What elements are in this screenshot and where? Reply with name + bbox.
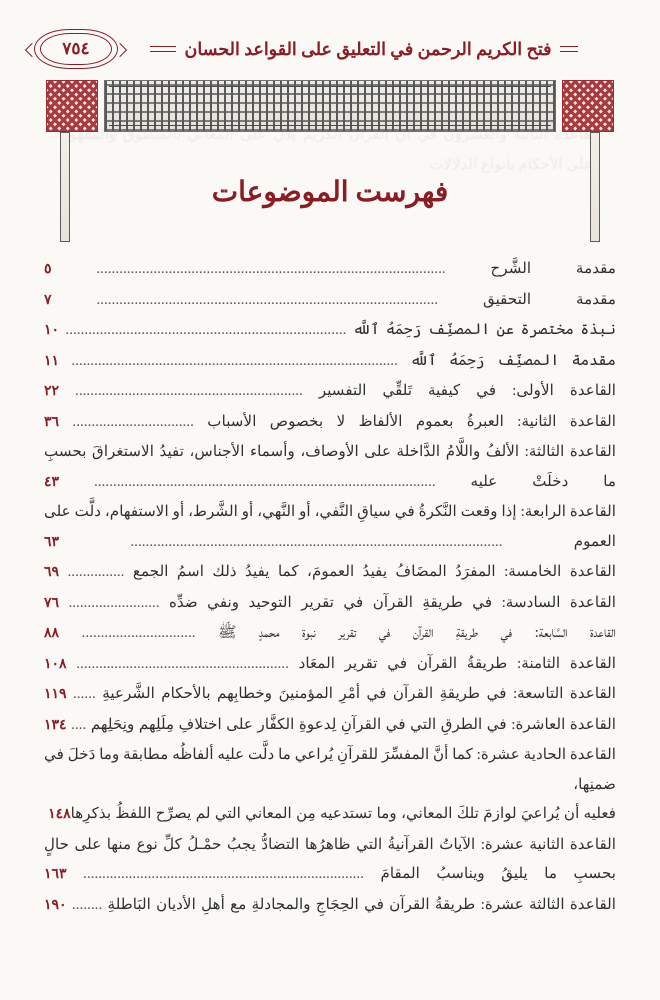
toc-leader-dots: .... [66, 715, 91, 733]
header-rule-left-icon [150, 46, 176, 52]
toc-entry[interactable] [44, 679, 616, 710]
toc-entry-text: القاعدة السَّابعة: في طريقةِ القرآن في تقرير نبوة محمدٍ ﷺ [218, 624, 616, 641]
toc-page-number: ١٤٨ [44, 807, 71, 822]
ornament-square-left-icon [46, 80, 98, 132]
toc-leader-dots: .......................................................................... [59, 321, 353, 338]
section-title-block [46, 132, 614, 252]
toc-leader-dots: .......................................................................... [66, 865, 381, 882]
ornament-square-right-icon [562, 80, 614, 132]
toc-entry-text: القاعدة الثالثة: الألفُ واللَّامُ الدَّاخلة على الأوصاف، وأسماء الأجناس، تفيدُ الاستغراقَ بحسبِ [44, 443, 616, 460]
ornament-sidebar-right-icon [590, 132, 600, 242]
toc-entry-text: العموم [573, 532, 616, 550]
toc-page-number: ٧٦ [44, 595, 60, 611]
table-of-contents [44, 254, 616, 920]
toc-leader-dots: .............................. [59, 624, 219, 641]
toc-page-number: ١١ [44, 353, 60, 369]
header-rule-right-icon [560, 46, 578, 52]
toc-entry[interactable] [44, 527, 616, 558]
toc-leader-dots: .......................................................................................... [59, 472, 471, 490]
toc-page-number: ١٣٤ [44, 717, 67, 733]
toc-entry-text: مقدمة المصنِّف رَحِمَهُ ٱللَّه [410, 351, 616, 369]
toc-entry-text: القاعدة الخامسة: المفرَدُ المضَافُ يفيدُ العمومَ، كما يفيدُ ذلك اسمُ الجمع [132, 563, 617, 580]
toc-page-number: ١٠٨ [44, 656, 67, 672]
toc-leader-dots: ...... [66, 685, 103, 702]
toc-entry[interactable] [44, 649, 616, 680]
toc-page-number: ١٩٠ [44, 897, 67, 913]
toc-leader-dots: ........................................................ [66, 654, 299, 672]
toc-leader-dots: ................................ [59, 412, 208, 430]
toc-entry-text: القاعدة السادسة: في طريقةِ القرآن في تقرير التوحيد ونفي ضدِّه [168, 593, 617, 611]
toc-page-number: ١٦٣ [44, 867, 67, 882]
page-number-frame [34, 29, 118, 69]
ornament-sidebar-left-icon [60, 132, 70, 242]
ornament-band-row [46, 80, 614, 132]
toc-entry[interactable] [44, 497, 616, 527]
toc-leader-dots: .................................................................................................. [59, 532, 574, 550]
toc-leader-dots: ............................................................................................ [51, 260, 491, 277]
toc-entry[interactable] [44, 315, 616, 346]
toc-page-number: ١٠ [44, 323, 60, 338]
toc-entry[interactable] [44, 376, 616, 407]
toc-entry[interactable] [44, 407, 616, 438]
toc-entry[interactable] [44, 710, 616, 741]
toc-entry[interactable] [44, 557, 616, 588]
toc-leader-dots: ............... [59, 563, 133, 580]
toc-entry[interactable] [44, 859, 616, 890]
toc-leader-dots: ............................................................ [59, 382, 319, 399]
toc-entry[interactable] [44, 890, 616, 921]
toc-entry-text: القاعدة الثانية: العبرةُ بعموم الألفاظ لا بخصوص الأسباب [207, 412, 617, 430]
toc-entry-text: القاعدة التاسعة: في طريقةِ القرآن في أمْرِ المؤمنينَ وخطابِهم بالأحكام الشَّرعيةِ [102, 685, 617, 702]
toc-page-number: ٦٣ [44, 534, 60, 550]
toc-entry[interactable] [44, 799, 616, 830]
header-title-group [118, 39, 610, 60]
background-bleed-text: القاعدة الثانية والعشرون في أن القرآن الكريم يدل على المعاني بالمنطوق والمفهوم وعلى الأحكام بأنواع الدلالات [60, 127, 600, 173]
toc-page-number: ١١٩ [44, 687, 67, 702]
toc-entry-text: ما دخلَتْ عليه [470, 472, 616, 490]
toc-page-number: ٤٣ [44, 474, 60, 490]
toc-entry-text: مقدمة الشَّرح [490, 260, 616, 277]
book-title: فتح الكريم الرحمن في التعليق على القواعد الحسان [184, 38, 552, 59]
toc-entry-text: فعليه أن يُراعيَ لوازمَ تلكَ المعاني، وما تستدعيه مِن المعاني التي لم يصرِّح اللفظُ بذكرِها [70, 805, 617, 822]
toc-entry-text: مقدمة التحقيق [482, 290, 617, 308]
toc-leader-dots: ...................................................................................... [59, 351, 411, 369]
toc-entry-text: القاعدة الثانية عشرة: الآياتُ القرآنيةُ التي ظاهرُها التضادُّ يجبُ حمْـلُ كلِّ نوع منها على حالٍ [44, 835, 616, 853]
toc-page-number: ٥ [44, 262, 52, 277]
toc-entry[interactable] [44, 437, 616, 467]
toc-entry[interactable] [44, 254, 616, 285]
page-header [0, 0, 660, 72]
toc-leader-dots: ........ [66, 895, 108, 913]
toc-entry-text: القاعدة الرابعة: إذا وقعت النَّكرةُ في سياقِ النَّفي، أو النَّهي، أو الشَّرط، أو الاستفهام، دلَّت على [44, 503, 616, 520]
page-number: ٧٥٤ [62, 39, 90, 58]
toc-entry[interactable] [44, 618, 616, 649]
toc-leader-dots: ........................ [59, 593, 169, 611]
toc-entry[interactable] [44, 467, 616, 498]
toc-page-number: ٧ [44, 292, 52, 308]
toc-page-number: ٨٨ [44, 626, 60, 641]
toc-entry[interactable] [44, 588, 616, 619]
toc-leader-dots: .......................................................................................... [51, 290, 483, 308]
toc-entry-text: القاعدة الثامنة: طريقةُ القرآن في تقرير المعَاد [298, 654, 616, 672]
toc-entry-text: القاعدة الثالثة عشرة: طريقةُ القرآن في الحِجَاجِ والمجادلةِ مع أهلِ الأديان البَاطلةِ [107, 895, 616, 913]
toc-page-number: ٣٦ [44, 414, 60, 430]
ornament-strip-icon [104, 80, 556, 132]
toc-entry-text: القاعدة الحادية عشرة: كما أنَّ المفسِّرَ للقرآنِ يُراعي ما دلَّت عليه ألفاظُه مطابقة وما دَخلَ في ضمنِها، [44, 746, 616, 793]
toc-page-number: ٦٩ [44, 565, 60, 580]
toc-entry-text: القاعدة الأولى: في كيفية تَلقِّي التفسير [318, 382, 617, 399]
page-title: فهرست الموضوعات [211, 177, 449, 208]
toc-entry[interactable] [44, 346, 616, 377]
toc-entry[interactable] [44, 830, 616, 860]
toc-entry[interactable] [44, 285, 616, 316]
toc-entry-text: بحسبِ ما يليقُ ويناسبُ المقامَ [380, 865, 616, 882]
toc-entry-text: القاعدة العاشرة: في الطرقِ التي في القرآنِ لِدعوةِ الكفَّار على اختلافِ مِلَلِهم ونِحَلِهم [90, 715, 616, 733]
toc-entry[interactable] [44, 740, 616, 799]
toc-entry-text: نبذة مختصرة عن المصنِّف رَحِمَهُ ٱللَّه [352, 321, 617, 338]
toc-page-number: ٢٢ [44, 384, 60, 399]
